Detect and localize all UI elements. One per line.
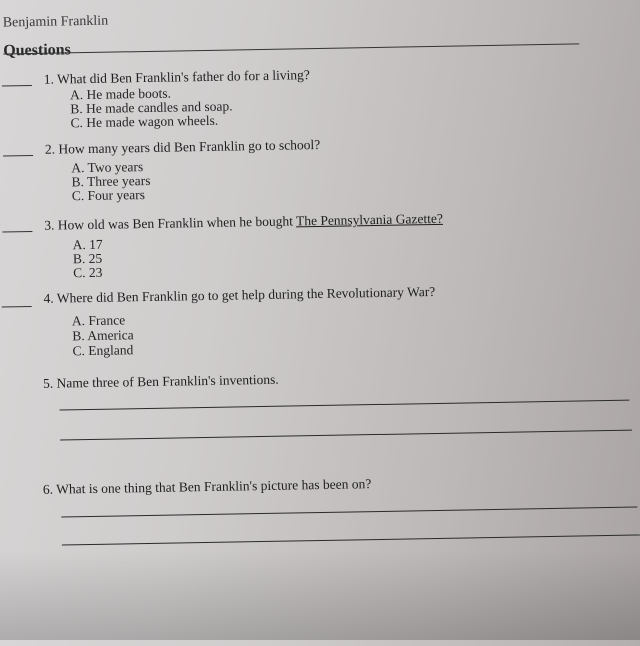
answer-blank-2[interactable] [3, 155, 33, 157]
question-2-option-b: B. Three years [71, 172, 151, 190]
answer-blank-4[interactable] [2, 306, 32, 308]
question-6-text: 6. What is one thing that Ben Franklin's picture has been on? [42, 476, 372, 497]
question-6-answer-line-2[interactable] [62, 534, 640, 545]
question-6-answer-line-1[interactable] [61, 506, 637, 517]
worksheet-header-name: Benjamin Franklin [2, 13, 109, 31]
question-3-option-a: A. 17 [72, 236, 103, 253]
photo-shadow [0, 550, 640, 640]
question-1-option-c: C. He made wagon wheels. [70, 112, 219, 131]
question-5-answer-line-2[interactable] [60, 430, 632, 441]
question-4-option-c: C. England [72, 342, 134, 359]
question-1-option-b: B. He made candles and soap. [70, 98, 233, 117]
question-2-option-a: A. Two years [71, 159, 144, 176]
section-title-rule [3, 43, 579, 54]
question-1-text: 1. What did Ben Franklin's father do for a living? [43, 67, 310, 87]
question-5-answer-line-1[interactable] [60, 400, 630, 411]
section-title: Questions [3, 41, 71, 60]
question-5-text: 5. Name three of Ben Franklin's inventions. [42, 371, 279, 391]
question-3-text-before: 3. How old was Ben Franklin when he bought [44, 213, 297, 233]
question-3-text [44, 211, 443, 234]
question-3-option-b: B. 25 [72, 250, 103, 267]
question-2-text: 2. How many years did Ben Franklin go to school? [44, 136, 321, 157]
answer-blank-3[interactable] [2, 231, 32, 233]
question-3-option-c: C. 23 [73, 264, 103, 281]
question-4-text: 4. Where did Ben Franklin go to get help during the Revolutionary War? [43, 283, 436, 306]
question-1-option-a: A. He made boots. [69, 85, 172, 103]
question-3-newspaper-title: The Pennsylvania Gazette? [295, 210, 444, 229]
question-2-option-c: C. Four years [71, 187, 146, 204]
question-4-option-a: A. France [71, 312, 126, 329]
question-4-option-b: B. America [72, 327, 134, 344]
answer-blank-1[interactable] [2, 85, 32, 87]
